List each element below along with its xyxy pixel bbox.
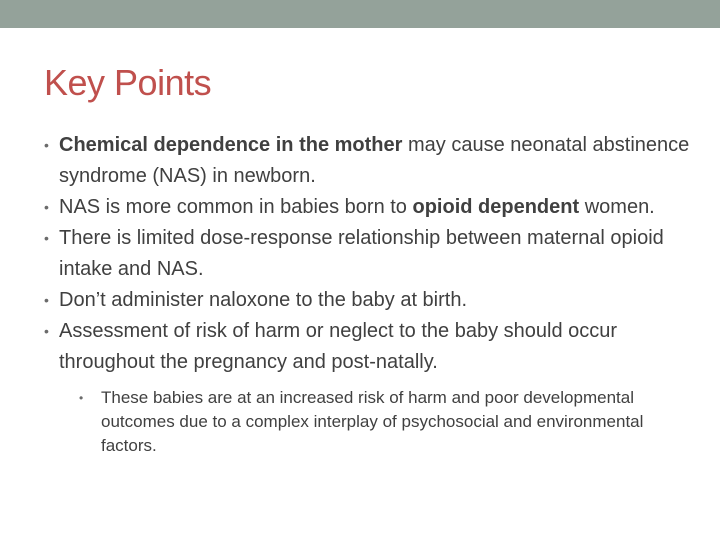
bullet-item [44,130,694,192]
bullet-bold-text: Chemical dependence in the mother [59,134,403,156]
bullet-dot: • [44,292,49,308]
bullet-item [44,192,694,223]
sub-bullet-item [79,386,694,458]
bullet-text: There is limited dose-response relationship between maternal opioid intake and NAS. [59,227,664,280]
bullet-dot: • [44,230,49,246]
bullet-item [44,285,694,316]
slide-title: Key Points [44,62,212,103]
bullet-bold-text: opioid dependent [412,196,580,218]
bullet-list [44,130,694,458]
bullet-text: Don’t administer naloxone to the baby at birth. [59,289,468,311]
bullet-dot: • [44,199,49,215]
bullet-text: women. [579,196,655,218]
bullet-text: NAS is more common in babies born to [59,196,413,218]
bullet-item [44,316,694,378]
bullet-dot: • [44,323,49,339]
sub-bullet-text: These babies are at an increased risk of harm and poor developmental outcomes due to a complex interplay of psychosocial and environmental factors. [101,388,644,455]
top-accent-bar [0,0,720,28]
bullet-item [44,223,694,285]
bullet-dot: • [44,137,49,153]
bullet-dot: • [79,391,84,405]
bullet-text: Assessment of risk of harm or neglect to the baby should occur throughout the pregnancy and post-natally. [59,320,618,373]
bullet-text: may cause neonatal abstinence syndrome (NAS) in newborn. [59,134,690,187]
